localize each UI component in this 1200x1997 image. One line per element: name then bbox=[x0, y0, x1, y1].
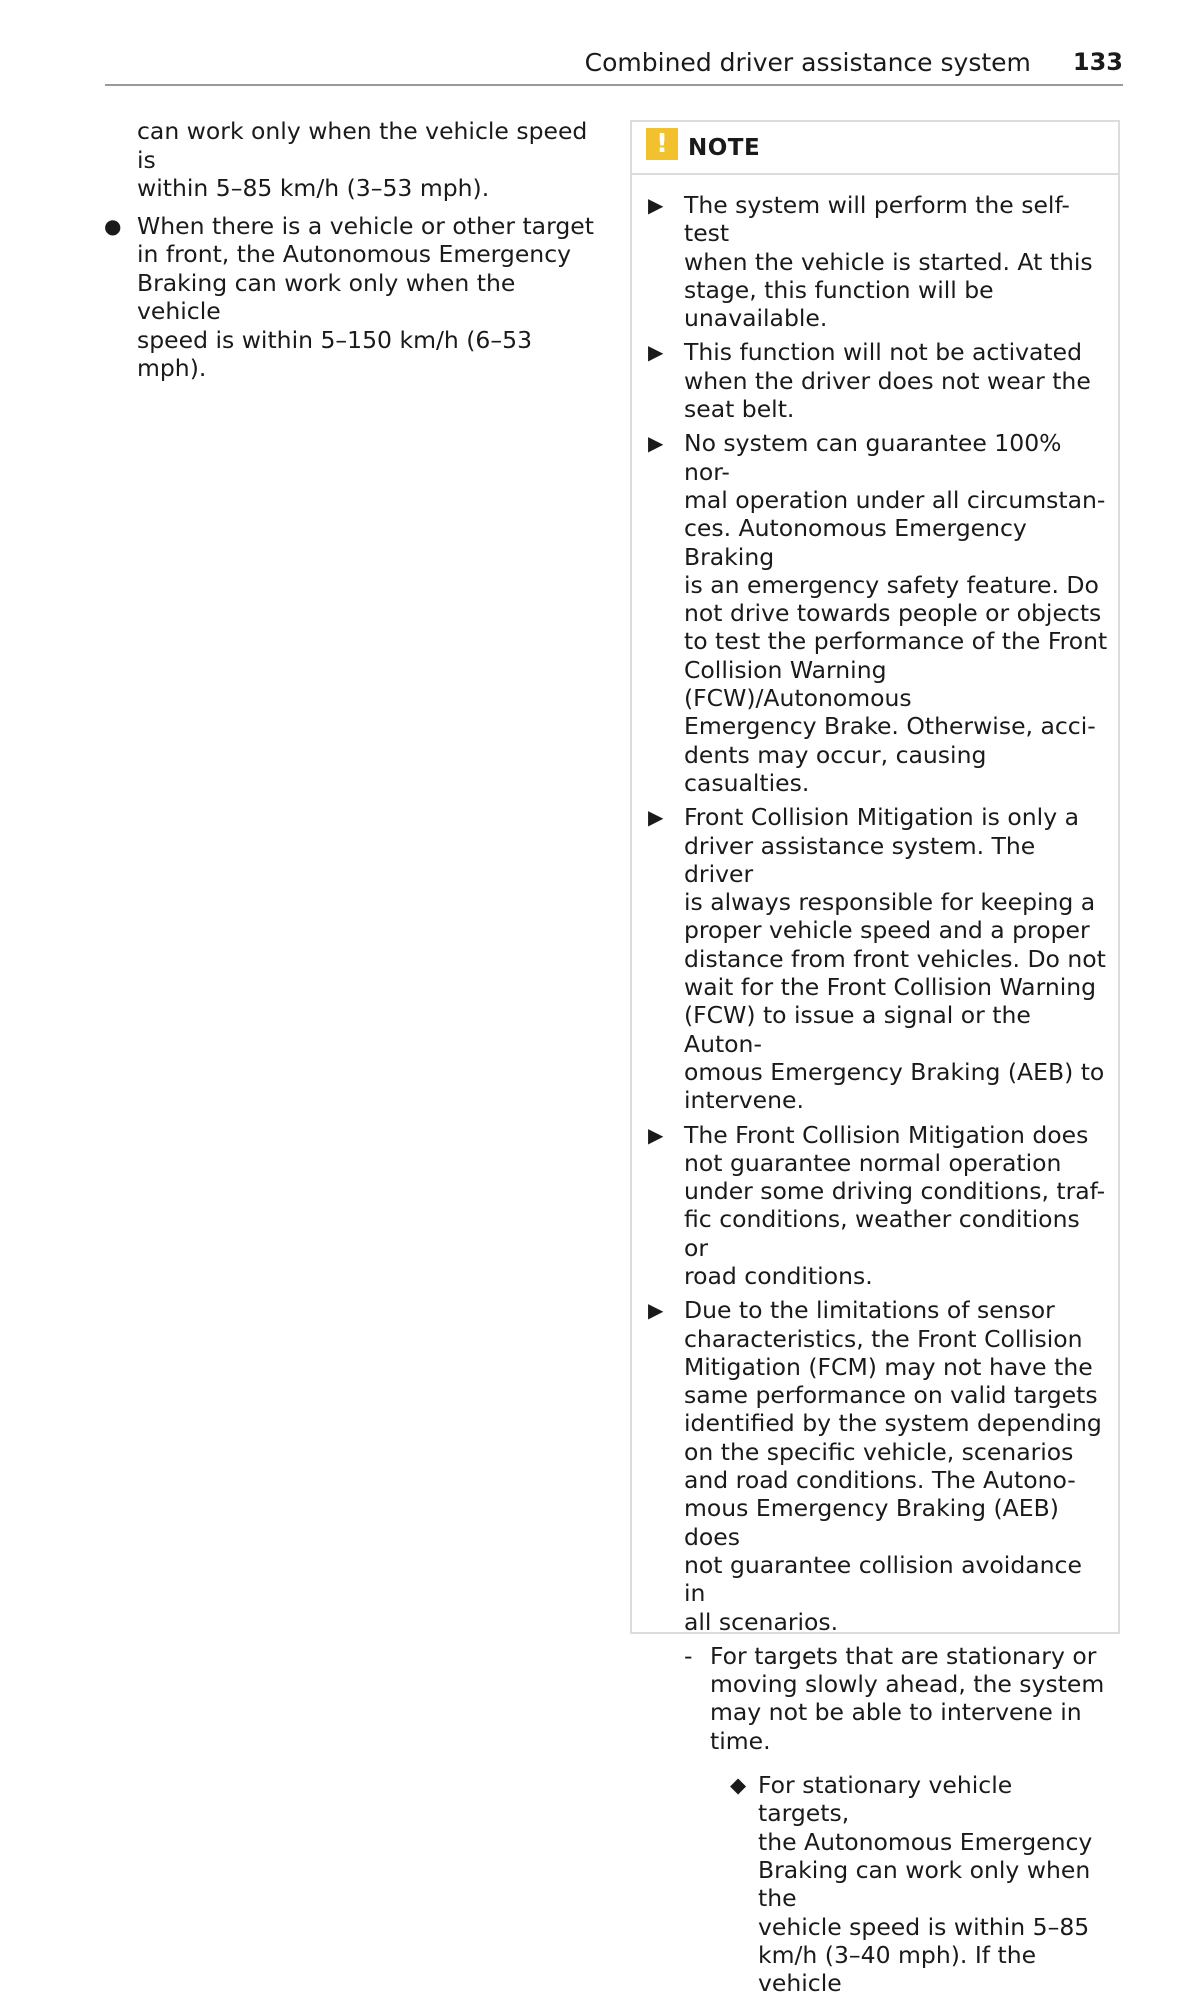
warning-icon: ! bbox=[646, 128, 678, 160]
list-item bbox=[648, 1296, 1110, 1636]
text-line: and road conditions. The Autono- bbox=[684, 1466, 1076, 1495]
text-line: Collision Warning (FCW)/Autonomous bbox=[684, 655, 912, 713]
page-number: 133 bbox=[1072, 48, 1123, 76]
text-line: within 5–85 km/h (3–53 mph). bbox=[137, 174, 490, 202]
text-line: Braking can work only when the vehicle bbox=[137, 268, 516, 325]
left-column bbox=[104, 117, 604, 383]
text-line: unavailable. bbox=[684, 304, 828, 333]
text-line: Braking can work only when the bbox=[758, 1855, 1091, 1913]
text-line: km/h (3–40 mph). If the vehicle bbox=[758, 1940, 1037, 1997]
text-line: in front, the Autonomous Emergency bbox=[137, 240, 572, 268]
text-line: The Front Collision Mitigation does bbox=[684, 1120, 1089, 1149]
triangle-bullet-icon: ▶ bbox=[648, 431, 664, 456]
text-line: This function will not be activated bbox=[684, 338, 1082, 367]
text-line: can work only when the vehicle speed is bbox=[137, 117, 588, 174]
triangle-bullet-icon: ▶ bbox=[648, 1298, 664, 1323]
text-line: time. bbox=[710, 1726, 771, 1755]
list-item bbox=[648, 191, 1110, 332]
text-line: may not be able to intervene in bbox=[710, 1698, 1082, 1727]
text-line: is an emergency safety feature. Do bbox=[684, 570, 1099, 599]
sub-list-item bbox=[684, 1642, 1110, 1755]
text-line: all scenarios. bbox=[684, 1607, 839, 1636]
dash-bullet-icon: - bbox=[684, 1641, 693, 1670]
bullet-dot-icon: ● bbox=[104, 213, 122, 238]
text-line: moving slowly ahead, the system bbox=[710, 1670, 1105, 1699]
text-line: proper vehicle speed and a proper bbox=[684, 916, 1090, 945]
triangle-bullet-icon: ▶ bbox=[648, 805, 664, 830]
triangle-bullet-icon: ▶ bbox=[648, 1122, 664, 1147]
text-line: Due to the limitations of sensor bbox=[684, 1296, 1055, 1325]
list-item bbox=[648, 429, 1110, 797]
text-line: speed is within 5–150 km/h (6–53 mph). bbox=[137, 325, 533, 382]
text-line: not drive towards people or objects bbox=[684, 599, 1102, 628]
text-line: under some driving conditions, traf- bbox=[684, 1177, 1106, 1206]
text-line: dents may occur, causing casualties. bbox=[684, 740, 987, 797]
continued-paragraph bbox=[104, 117, 604, 203]
text-line: (FCW) to issue a signal or the Auton- bbox=[684, 1001, 1031, 1058]
list-item bbox=[104, 212, 604, 383]
text-line: Emergency Brake. Otherwise, acci- bbox=[684, 712, 1096, 741]
section-title: Combined driver assistance system bbox=[584, 47, 1031, 77]
text-line: mal operation under all circumstan- bbox=[684, 485, 1106, 514]
text-line: mous Emergency Braking (AEB) does bbox=[684, 1494, 1059, 1551]
list-item bbox=[648, 338, 1110, 423]
text-line: when the driver does not wear the bbox=[684, 366, 1091, 395]
triangle-bullet-icon: ▶ bbox=[648, 340, 664, 365]
text-line: when the vehicle is started. At this bbox=[684, 247, 1093, 276]
list-item bbox=[648, 1121, 1110, 1291]
note-list bbox=[648, 191, 1110, 1997]
text-line: not guarantee collision avoidance in bbox=[684, 1550, 1082, 1608]
text-line: to test the performance of the Front bbox=[684, 627, 1108, 656]
text-line: omous Emergency Braking (AEB) to bbox=[684, 1057, 1105, 1086]
text-line: distance from front vehicles. Do not bbox=[684, 944, 1106, 973]
text-line: identified by the system depending bbox=[684, 1409, 1102, 1438]
text-line: When there is a vehicle or other target bbox=[137, 211, 594, 240]
text-line: Mitigation (FCM) may not have the bbox=[684, 1352, 1093, 1381]
text-line: road conditions. bbox=[684, 1261, 873, 1290]
text-line: characteristics, the Front Collision bbox=[684, 1324, 1083, 1353]
text-line: on the specific vehicle, scenarios bbox=[684, 1437, 1074, 1466]
text-line: The system will perform the self-test bbox=[684, 191, 1070, 248]
text-line: No system can guarantee 100% nor- bbox=[684, 429, 1062, 486]
note-header bbox=[632, 122, 1118, 175]
diamond-bullet-icon: ◆ bbox=[730, 1773, 747, 1798]
text-line: seat belt. bbox=[684, 395, 795, 424]
text-line: driver assistance system. The driver bbox=[684, 831, 1036, 888]
page-header bbox=[105, 40, 1123, 86]
text-line: same performance on valid targets bbox=[684, 1381, 1098, 1410]
text-line: not guarantee normal operation bbox=[684, 1148, 1062, 1177]
text-line: For targets that are stationary or bbox=[710, 1641, 1097, 1670]
text-line: the Autonomous Emergency bbox=[758, 1827, 1093, 1856]
note-box bbox=[630, 120, 1120, 1997]
text-line: is always responsible for keeping a bbox=[684, 888, 1096, 917]
text-line: ces. Autonomous Emergency Braking bbox=[684, 514, 1027, 571]
text-line: vehicle speed is within 5–85 bbox=[758, 1912, 1090, 1941]
text-line: wait for the Front Collision Warning bbox=[684, 973, 1097, 1002]
note-title: NOTE bbox=[688, 134, 761, 161]
sub-sub-list-item bbox=[730, 1771, 1110, 1997]
text-line: intervene. bbox=[684, 1086, 804, 1115]
triangle-bullet-icon: ▶ bbox=[648, 193, 664, 217]
text-line: Front Collision Mitigation is only a bbox=[684, 803, 1079, 832]
text-line: For stationary vehicle targets, bbox=[758, 1771, 1013, 1828]
text-line: stage, this function will be bbox=[684, 275, 994, 304]
list-item bbox=[648, 803, 1110, 1114]
text-line: fic conditions, weather conditions or bbox=[684, 1205, 1080, 1262]
